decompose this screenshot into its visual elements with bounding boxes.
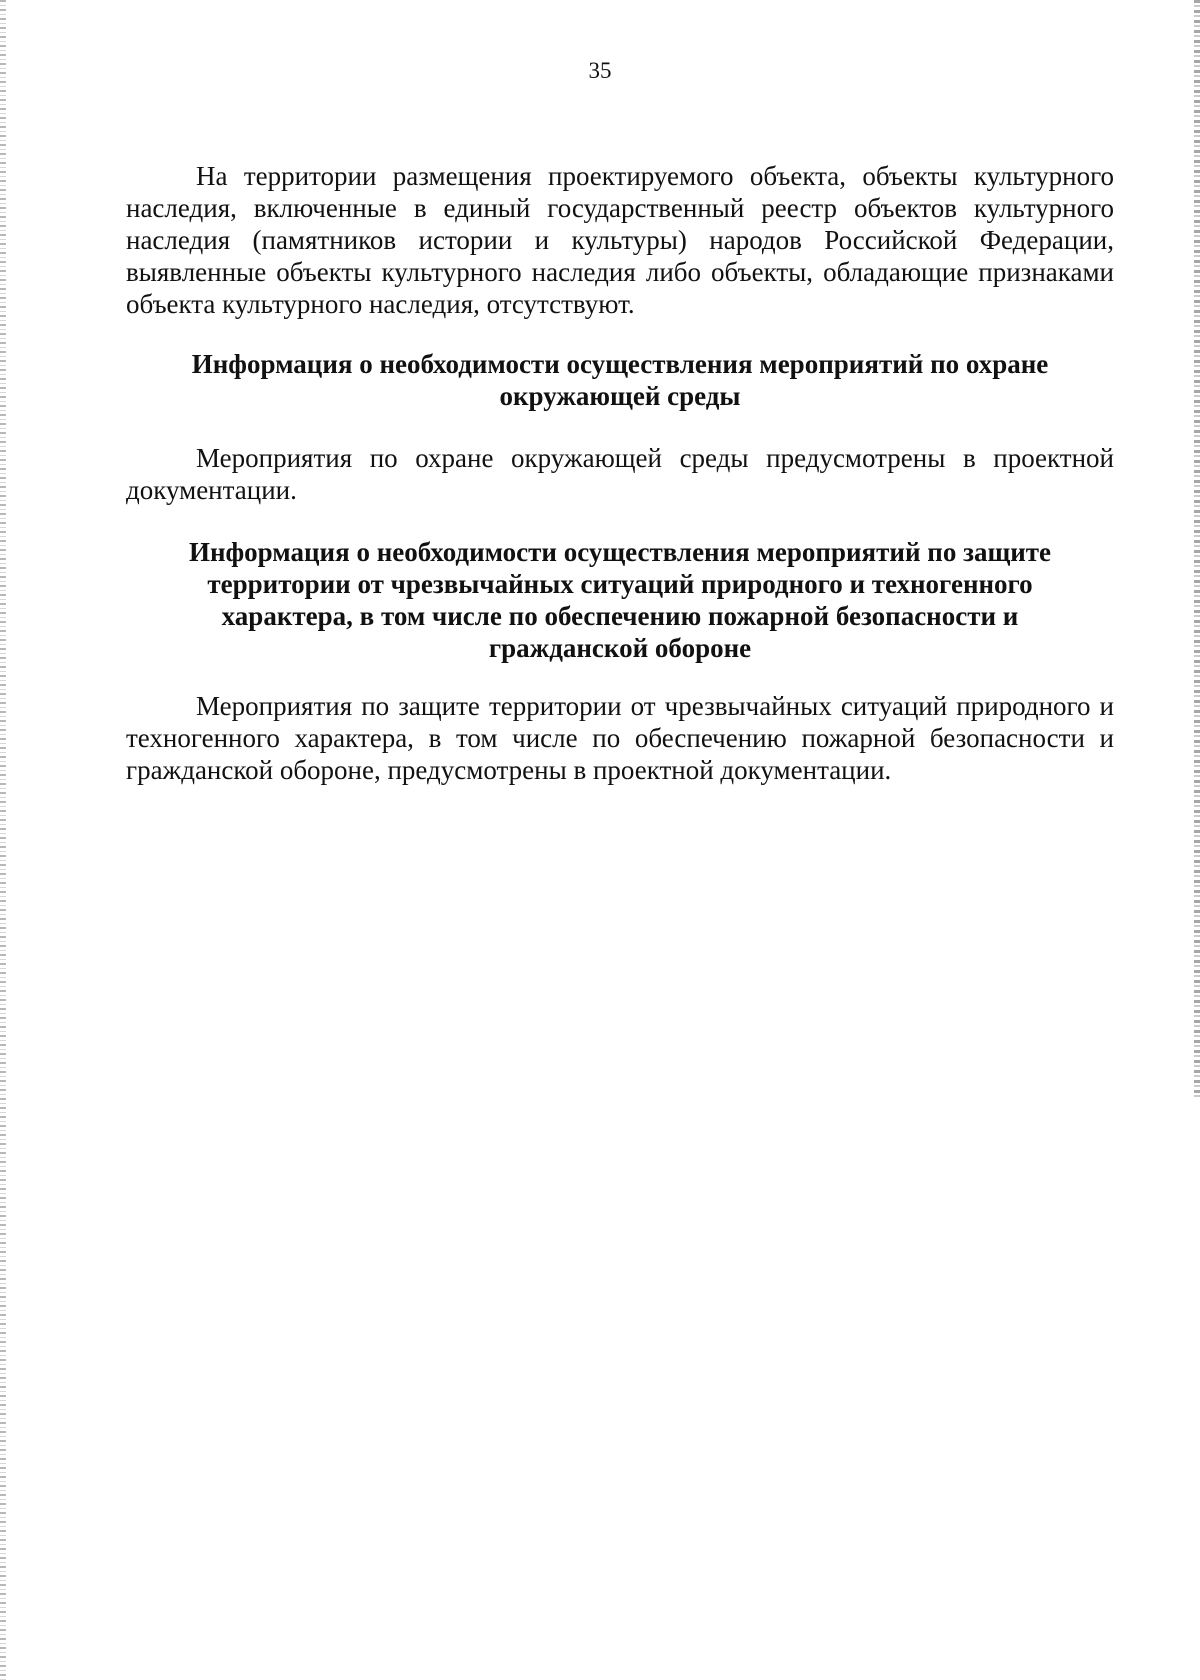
heading-environment-protection <box>126 348 1114 412</box>
scan-edge-left <box>0 0 6 1680</box>
page-number: 35 <box>588 58 612 83</box>
heading-line: окружающей среды <box>499 381 741 411</box>
paragraph-emergency-measures: Мероприятия по защите территории от чрезвычайных ситуаций природного и техногенного характера, в том числе по обеспечению пожарной безопасности и гражданской обороне, предусмотрены в проектной документации. <box>126 691 1114 785</box>
scan-edge-right <box>1194 0 1200 1100</box>
heading-emergency-protection <box>126 536 1114 664</box>
heading-line: территории от чрезвычайных ситуаций природного и техногенного <box>207 569 1033 599</box>
heading-line: Информация о необходимости осуществления мероприятий по защите <box>188 537 1052 567</box>
heading-line: характера, в том числе по обеспечению пожарной безопасности и <box>221 601 1019 631</box>
heading-line: Информация о необходимости осуществления мероприятий по охране <box>191 349 1049 379</box>
document-body <box>126 160 1114 786</box>
paragraph-environment-measures: Мероприятия по охране окружающей среды предусмотрены в проектной документации. <box>126 443 1114 505</box>
heading-line: гражданской обороне <box>488 633 752 663</box>
paragraph-cultural-heritage: На территории размещения проектируемого объекта, объекты культурного наследия, включенные в единый государственный реестр объектов культурного наследия (памятников истории и культуры) народов Российской Федерации, выявленные объекты культурного наследия либо объекты, обладающие признаками объекта культурного наследия, отсутствуют. <box>126 161 1114 319</box>
